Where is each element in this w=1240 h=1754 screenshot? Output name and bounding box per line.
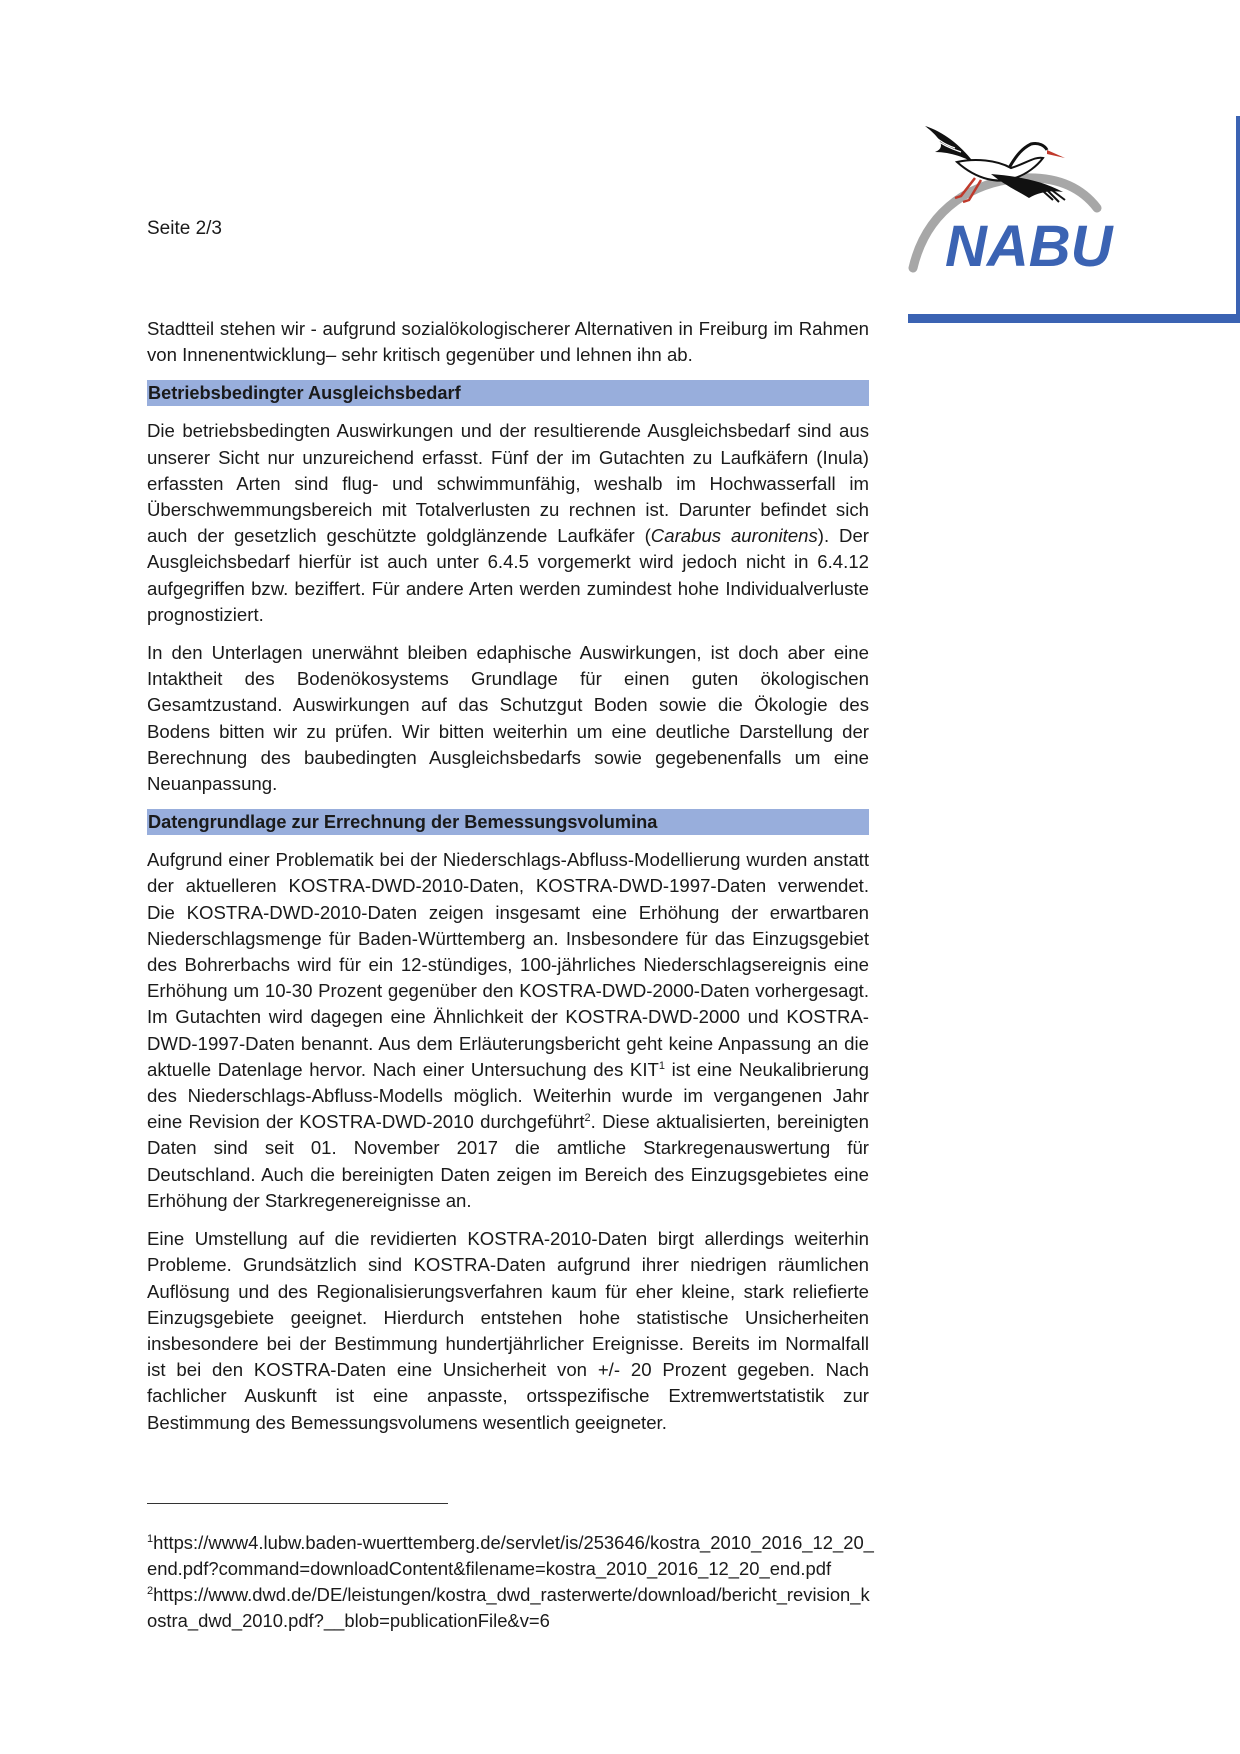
footnotes [147, 1530, 877, 1634]
letter-body [147, 316, 869, 1448]
section-heading-datengrundlage: Datengrundlage zur Errechnung der Bemessungsvolumina [147, 809, 869, 835]
paragraph-text: Aufgrund einer Problematik bei der Niederschlags-Abfluss-Modellierung wurden anstatt der aktuelleren KOSTRA-DWD-2010-Daten, KOSTRA-DWD-1997-Daten verwendet. Die KOSTRA-DWD-2010-Daten zeigen insgesamt eine Erhöhung der erwartbaren Niederschlagsmenge für Baden-Württemberg an. Insbesondere für das Einzugsgebiet des Bohrerbachs wird für ein 12-stündiges, 100-jährliches Niederschlagsereignis eine Erhöhung um 10-30 Prozent gegenüber den KOSTRA-DWD-2000-Daten vorhergesagt. Im Gutachten wird dagegen eine Ähnlichkeit der KOSTRA-DWD-2000 und KOSTRA-DWD-1997-Daten benannt. Aus dem Erläuterungsbericht geht keine Anpassung an die aktuelle Datenlage hervor. Nach einer Untersuchung des KIT [147, 849, 869, 1080]
footnote-marker: 2 [147, 1584, 154, 1597]
footnote-link[interactable]: https://www4.lubw.baden-wuerttemberg.de/servlet/is/253646/kostra_2010_2016_12_20_end.pdf?command=downloadContent&filename=kostra_2010_2016_12_20_end.pdf [147, 1532, 874, 1579]
intro-paragraph: Stadtteil stehen wir - aufgrund sozialökologischerer Alternativen in Freiburg im Rahmen von Innenentwicklung– sehr kritisch gegenüber und lehnen ihn ab. [147, 318, 869, 366]
footnote-item [147, 1582, 877, 1634]
stork-icon [925, 126, 1065, 202]
paragraph-text: . Diese aktualisierten, bereinigten Daten sind seit 01. November 2017 die amtliche Starkregenauswertung für Deutschland. Auch die bereinigten Daten zeigen im Bereich des Einzugsgebietes eine Erhöhung der Starkregenereignisse an. [147, 1111, 869, 1211]
paragraph-text: Die betriebsbedingten Auswirkungen und der resultierende Ausgleichsbedarf sind aus unserer Sicht nur unzureichend erfasst. Fünf der im Gutachten zu Laufkäfern (Inula) erfassten Arten sind flug- und schwimmunfähig, weshalb im Hochwasserfall im Überschwemmungsbereich mit Totalverlusten zu rechnen ist. Darunter befindet sich auch der gesetzlich geschützte goldglänzende Laufkäfer ( [147, 420, 869, 547]
footnote-link[interactable]: https://www.dwd.de/DE/leistungen/kostra_dwd_rasterwerte/download/bericht_revision_kostra_dwd_2010.pdf?__blob=publicationFile&v=6 [147, 1584, 870, 1631]
footnote-marker: 1 [147, 1532, 154, 1545]
paragraph-kostra [147, 847, 869, 1214]
footnote-reference[interactable]: 1 [658, 1059, 665, 1072]
header-rule-vertical [1236, 116, 1240, 316]
paragraph-text: ist eine Neukalibrierung des Niederschlags-Abfluss-Modells möglich. Weiterhin wurde im vergangenen Jahr eine Revision der KOSTRA-DWD-2010 durchgeführt [147, 1058, 869, 1133]
paragraph-laufkaefer [147, 418, 869, 628]
paragraph-edaphisch: In den Unterlagen unerwähnt bleiben edaphische Auswirkungen, ist doch aber eine Intaktheit des Bodenökosystems Grundlage für einen guten ökologischen Gesamtzustand. Auswirkungen auf das Schutzgut Boden sowie die Ökologie des Bodens bitten wir zu prüfen. Wir bitten weiterhin um eine deutliche Darstellung der Berechnung des baubedingten Ausgleichsbedarfs sowie gegebenenfalls um eine Neuanpassung. [147, 642, 869, 795]
paragraph-text: ). Der Ausgleichsbedarf hierfür ist auch unter 6.4.5 vorgemerkt wird jedoch nicht in 6.4.12 aufgegriffen bzw. beziffert. Für andere Arten werden zumindest hohe Individualverluste prognostiziert. [147, 525, 869, 625]
header-rule-horizontal [908, 314, 1240, 323]
footnote-reference[interactable]: 2 [584, 1112, 591, 1125]
species-name: Carabus auronitens [650, 525, 818, 547]
paragraph-umstellung: Eine Umstellung auf die revidierten KOSTRA-2010-Daten birgt allerdings weiterhin Probleme. Grundsätzlich sind KOSTRA-Daten aufgrund ihrer niedrigen räumlichen Auflösung und des Regionalisierungsverfahren kaum für eher kleine, stark reliefierte Einzugsgebiete geeignet. Hierdurch entstehen hohe statistische Unsicherheiten insbesondere bei der Bestimmung hundertjährlicher Ereignisse. Bereits im Normalfall ist bei den KOSTRA-Daten eine Unsicherheit von +/- 20 Prozent gegeben. Nach fachlicher Auskunft ist eine anpasste, ortsspezifische Extremwertstatistik zur Bestimmung des Bemessungsvolumens wesentlich geeigneter. [147, 1228, 869, 1433]
footnote-item [147, 1530, 877, 1582]
logo-wordmark: NABU [945, 214, 1113, 278]
section-heading-ausgleichsbedarf: Betriebsbedingter Ausgleichsbedarf [147, 380, 869, 406]
nabu-logo [905, 118, 1150, 278]
page-number: Seite 2/3 [147, 218, 222, 239]
footnote-separator [147, 1503, 448, 1504]
